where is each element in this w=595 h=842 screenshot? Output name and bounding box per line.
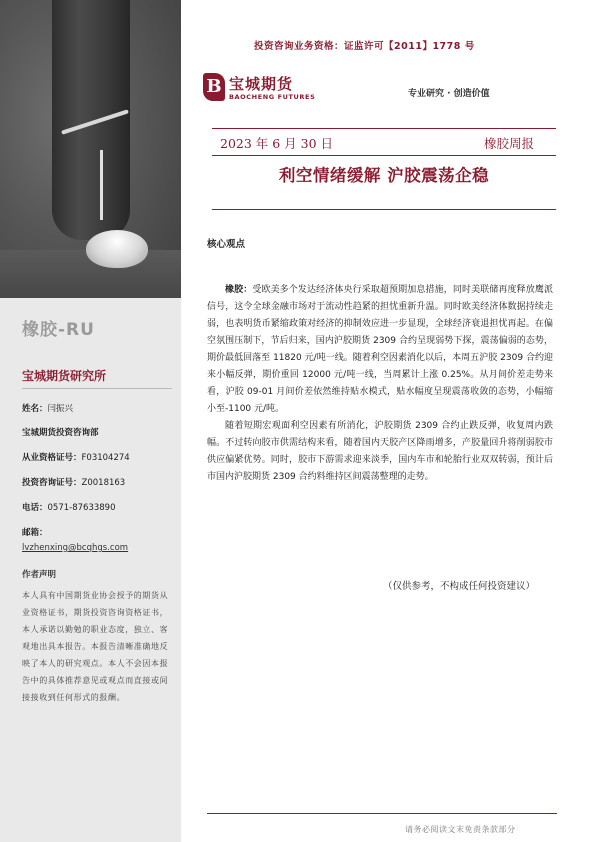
- info-consult-license: [22, 476, 125, 488]
- info-email: [22, 526, 48, 538]
- info-name: [22, 402, 73, 414]
- info-license-key: 从业资格证号：: [22, 453, 82, 463]
- info-consult-key: 投资咨询证号：: [22, 478, 82, 488]
- footer-divider: [207, 813, 557, 814]
- info-email-key: 邮箱：: [22, 528, 48, 538]
- declaration-text: 本人具有中国期货业协会授予的期货从业资格证书，期货投资咨询资格证书，本人承诺以勤勉的职业态度，独立、客观地出具本报告。本报告清晰准确地反映了本人的研究观点。本人不会因本报告中的具体推荐意见或观点而直接或间接接收到任何形式的报酬。: [22, 591, 169, 702]
- disclaimer: （仅供参考，不构成任何投资建议）: [383, 581, 536, 592]
- photo-latex-drip: [100, 150, 103, 220]
- product-name: 橡胶-RU: [22, 320, 95, 340]
- paragraph-lead: 橡胶：: [225, 285, 253, 295]
- info-phone-value: 0571-87633890: [47, 503, 116, 513]
- info-license: [22, 451, 130, 463]
- paragraph-1-text: 受欧美多个发达经济体央行采取超预期加息措施，同时美联储再度释放鹰派信号，这令全球金融市场对于流动性趋紧的担忧重新升温。同时欧美经济体数据持续走弱，也表明货币紧缩政策对经济的抑制效应进一步显现，全球经济衰退担忧再起。在偏空氛围压制下，节后归来，国内沪胶期货 2309 合约呈现弱势下探，震荡偏弱的态势，期价最低回落至 11820 元/吨一线。随着利空因素消化以后，本周五沪胶 2309 合约迎来小幅反弹，期价重回 12000 元/吨一线，当周累计上涨 0.25%。从月间价差走势来看，沪胶 09-01 月间价差依然维持贴水模式，贴水幅度呈现震荡收敛的态势，小幅缩小至-1100 元/吨。: [207, 285, 553, 414]
- section-label: 核心观点: [207, 239, 246, 250]
- report-banner: [212, 128, 556, 156]
- institute-divider: [22, 388, 172, 389]
- info-phone-key: 电话：: [22, 503, 48, 513]
- footer-note: 请务必阅读文末免责条款部分: [405, 825, 516, 834]
- paragraph-2: 随着短期宏观面利空因素有所消化，沪胶期货 2309 合约止跌反弹，收复周内跌幅。不过转向胶市供需结构来看，随着国内天胶产区降雨增多，产胶量回升将削弱胶市供应偏紧优势。同时，胶市下游需求迎来淡季，国内车市和轮胎行业双双转弱，预计后市国内沪胶期货 2309 合约料维持区间震荡整理的走势。: [207, 421, 553, 482]
- info-name-key: 姓名：: [22, 404, 48, 414]
- info-license-value: F03104274: [81, 453, 130, 463]
- report-title: 利空情绪缓解 沪胶震荡企稳: [278, 166, 490, 185]
- logo-mark-icon: B: [203, 73, 225, 101]
- sidebar: [0, 0, 181, 842]
- company-logo: [203, 73, 318, 105]
- logo-english-name: BAOCHENG FUTURES: [229, 93, 316, 101]
- info-department: [22, 426, 99, 438]
- info-phone: [22, 501, 115, 513]
- report-date: 2023 年 6 月 30 日: [220, 136, 334, 151]
- email-link[interactable]: lvzhenxing@bcqhgs.com: [22, 543, 129, 553]
- rubber-tree-photo: [0, 0, 181, 298]
- photo-latex-bowl: [86, 230, 148, 268]
- info-department-key: 宝城期货投资咨询部: [22, 428, 99, 438]
- report-type: 橡胶周报: [483, 136, 534, 151]
- institute-name: 宝城期货研究所: [22, 369, 107, 383]
- info-name-value: 闫振兴: [47, 404, 74, 414]
- title-divider: [212, 209, 556, 210]
- qualification-line: 投资咨询业务资格：证监许可【2011】1778 号: [254, 41, 475, 52]
- paragraph-1: [207, 282, 553, 418]
- slogan: 专业研究 · 创造价值: [408, 89, 490, 99]
- info-consult-value: Z0018163: [81, 478, 126, 488]
- logo-chinese-name: 宝城期货: [229, 75, 294, 93]
- declaration-title: 作者声明: [22, 570, 57, 580]
- core-view-body: [207, 282, 553, 486]
